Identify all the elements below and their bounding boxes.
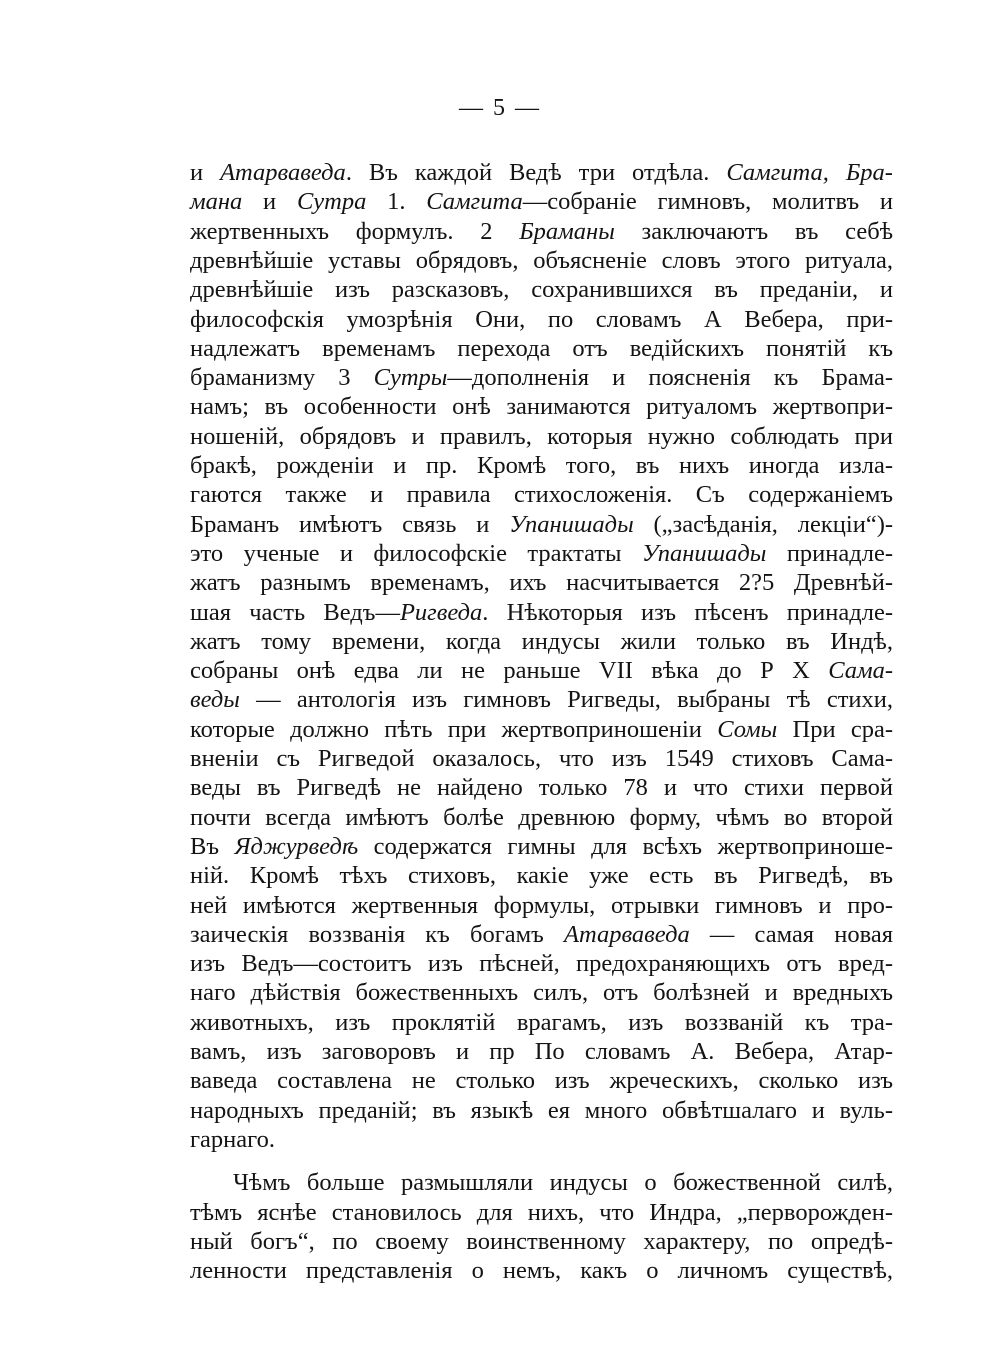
- text-run: гарнаго.: [190, 1125, 275, 1153]
- text-line: [190, 685, 893, 715]
- italic-term: мана: [190, 188, 243, 216]
- text-run: . Въ каждой Ведѣ три отдѣла.: [345, 159, 727, 186]
- text-line: [190, 451, 893, 481]
- text-run: шая часть Ведъ—: [190, 598, 400, 626]
- italic-term: Сутры: [373, 364, 448, 392]
- text-line: [190, 1256, 893, 1286]
- text-run: . Нѣкоторыя изъ пѣсенъ принадле-: [482, 598, 893, 626]
- text-line: [190, 246, 893, 276]
- text-run: Въ: [190, 832, 235, 860]
- text-run: жатъ тому времени, когда индусы жили только въ Индѣ,: [190, 627, 893, 655]
- text-run: жатъ разнымъ временамъ, ихъ насчитывается 2?5 Древнѣй-: [190, 569, 893, 597]
- text-line: [190, 744, 893, 774]
- text-line: [190, 334, 893, 364]
- text-run: бракѣ, рожденіи и пр. Кромѣ того, въ нихъ иногда изла-: [190, 452, 893, 479]
- text-run: ній. Кромѣ тѣхъ стиховъ, какіе уже есть въ Ригведѣ, въ: [190, 862, 893, 890]
- text-line: [190, 920, 893, 950]
- text-run: 1.: [366, 188, 427, 216]
- text-run: содержатся гимны для всѣхъ жертвоприноше-: [358, 832, 893, 860]
- text-run: принадле-: [766, 539, 893, 567]
- italic-term: Атарваведа: [220, 159, 346, 186]
- text-line: [190, 891, 893, 921]
- text-line: [190, 158, 893, 188]
- text-run: („засѣданія, лекціи“)-: [633, 510, 894, 538]
- text-line: [190, 861, 893, 891]
- text-line: [190, 568, 893, 598]
- italic-term: Ригведа: [399, 598, 483, 626]
- text-run: философскія умозрѣнія Они, по словамъ А Вебера, при-: [190, 305, 893, 333]
- text-run: браманизму 3: [190, 364, 374, 392]
- text-run: тѣмъ яснѣе становилось для нихъ, что Индра, „перворожден-: [190, 1198, 893, 1226]
- text-run: гаются также и правила стихосложенія. Съ содержаніемъ: [190, 481, 893, 509]
- text-line: [190, 1096, 893, 1126]
- text-line: [190, 1227, 893, 1257]
- italic-term: Сама-: [828, 657, 893, 685]
- text-line: [190, 656, 893, 686]
- text-line: [190, 1125, 893, 1155]
- text-run: надлежатъ временамъ перехода отъ ведійскихъ понятій къ: [190, 334, 893, 362]
- text-line: [233, 1168, 893, 1198]
- text-run: наго дѣйствія божественныхъ силъ, отъ болѣзней и вредныхъ: [190, 979, 893, 1007]
- italic-term: веды: [190, 686, 240, 714]
- text-run: народныхъ преданій; въ языкѣ ея много обвѣтшалаго и вуль-: [190, 1096, 893, 1124]
- text-line: [190, 949, 893, 979]
- text-line: [190, 363, 893, 393]
- text-line: [190, 1008, 893, 1038]
- text-line: [190, 422, 893, 452]
- text-line: [190, 480, 893, 510]
- text-run: вненіи съ Ригведой оказалось, что изъ 1549 стиховъ Сама-: [190, 745, 893, 772]
- text-run: Чѣмъ больше размышляли индусы о божественной силѣ,: [233, 1169, 893, 1197]
- text-line: [190, 510, 893, 540]
- text-run: это ученые и философскіе трактаты: [190, 539, 642, 567]
- italic-term: Упанишады: [509, 510, 634, 538]
- italic-term: Яджурведѣ: [234, 832, 359, 860]
- italic-term: Сомы: [717, 715, 778, 743]
- text-run: и: [190, 159, 221, 186]
- text-run: животныхъ, изъ проклятій врагамъ, изъ воззваній къ тра-: [190, 1008, 893, 1036]
- text-run: древнѣйшіе уставы обрядовъ, объясненіе словъ этого ритуала,: [190, 246, 893, 274]
- text-line: [190, 773, 893, 803]
- italic-term: Самгита: [426, 188, 523, 216]
- text-run: заическія воззванія къ богамъ: [190, 920, 564, 948]
- text-run: изъ Ведъ—состоитъ изъ пѣсней, предохраняющихъ отъ вред-: [190, 950, 893, 978]
- text-run: ней имѣются жертвенныя формулы, отрывки гимновъ и про-: [190, 891, 893, 919]
- text-line: [190, 715, 893, 745]
- text-run: собраны онѣ едва ли не раньше VII вѣка до Р Х: [190, 657, 829, 685]
- italic-term: Браманы: [519, 217, 615, 245]
- text-run: — антологія изъ гимновъ Ригведы, выбраны тѣ стихи,: [239, 686, 893, 714]
- text-line: [190, 1066, 893, 1096]
- text-line: [190, 392, 893, 422]
- text-run: При сра-: [777, 715, 893, 743]
- text-run: намъ; въ особенности онѣ занимаются ритуаломъ жертвопри-: [190, 393, 893, 421]
- text-run: —собраніе гимновъ, молитвъ и: [522, 188, 893, 216]
- text-line: [190, 978, 893, 1008]
- text-run: почти всегда имѣютъ болѣе древнюю форму, чѣмъ во второй: [190, 803, 893, 831]
- text-line: [190, 1037, 893, 1067]
- text-run: ный богъ“, по своему воинственному характеру, по опредѣ-: [190, 1227, 893, 1255]
- text-line: [190, 217, 893, 247]
- page-number: — 5 —: [459, 95, 541, 121]
- italic-term: Самгита, Бра-: [726, 159, 893, 186]
- text-line: [190, 275, 893, 305]
- text-line: [190, 1198, 893, 1228]
- text-line: [190, 627, 893, 657]
- italic-term: Упанишады: [641, 539, 767, 567]
- text-run: ленности представленія о немъ, какъ о личномъ существѣ,: [190, 1257, 893, 1285]
- text-run: — самая новая: [689, 920, 893, 948]
- text-run: которые должно пѣть при жертвоприношеніи: [190, 715, 718, 743]
- text-run: древнѣйшіе изъ разсказовъ, сохранившихся въ преданіи, и: [190, 276, 893, 304]
- text-run: Браманъ имѣютъ связь и: [190, 510, 510, 538]
- italic-term: Атарваведа: [564, 920, 690, 948]
- text-line: [190, 305, 893, 335]
- text-run: жертвенныхъ формулъ. 2: [190, 217, 520, 245]
- text-line: [190, 803, 893, 833]
- text-line: [190, 598, 893, 628]
- text-line: [190, 832, 893, 862]
- text-run: вамъ, изъ заговоровъ и пр По словамъ А. Вебера, Атар-: [190, 1038, 893, 1065]
- text-run: —дополненія и поясненія къ Брама-: [447, 364, 894, 392]
- text-line: [190, 539, 893, 569]
- text-run: заключаютъ въ себѣ: [614, 217, 893, 245]
- text-run: ношеній, обрядовъ и правилъ, которыя нужно соблюдать при: [190, 422, 893, 450]
- text-run: ваведа составлена не столько изъ жреческихъ, сколько изъ: [190, 1067, 893, 1095]
- text-run: и: [242, 188, 297, 216]
- text-line: [190, 187, 893, 217]
- text-run: веды въ Ригведѣ не найдено только 78 и что стихи первой: [190, 774, 893, 802]
- italic-term: Сутра: [296, 188, 367, 216]
